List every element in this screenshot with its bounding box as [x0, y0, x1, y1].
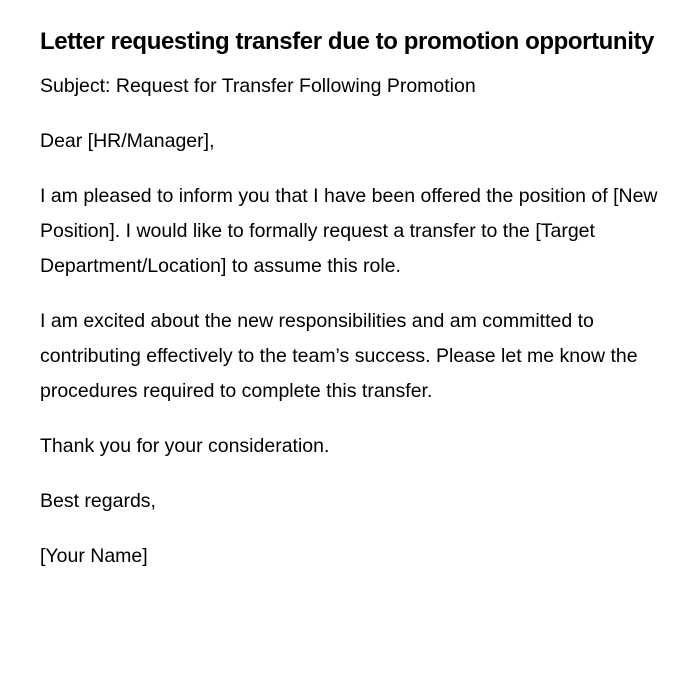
- letter-document: [40, 20, 660, 594]
- signature-name: [Your Name]: [40, 545, 148, 567]
- body-paragraph-2: I am excited about the new responsibilities and am committed to contributing effectively to the team’s success. Please let me know the procedures required to complete this transfer.: [40, 310, 638, 402]
- thank-you-line: Thank you for your consideration.: [40, 435, 330, 457]
- document-title: Letter requesting transfer due to promotion opportunity: [40, 28, 655, 55]
- closing-line: Best regards,: [40, 490, 156, 512]
- body-paragraph-1: I am pleased to inform you that I have been offered the position of [New Position]. I would like to formally request a transfer to the [Target Department/Location] to assume this role.: [40, 185, 658, 277]
- subject-line: Subject: Request for Transfer Following Promotion: [40, 75, 476, 97]
- salutation: Dear [HR/Manager],: [40, 130, 215, 152]
